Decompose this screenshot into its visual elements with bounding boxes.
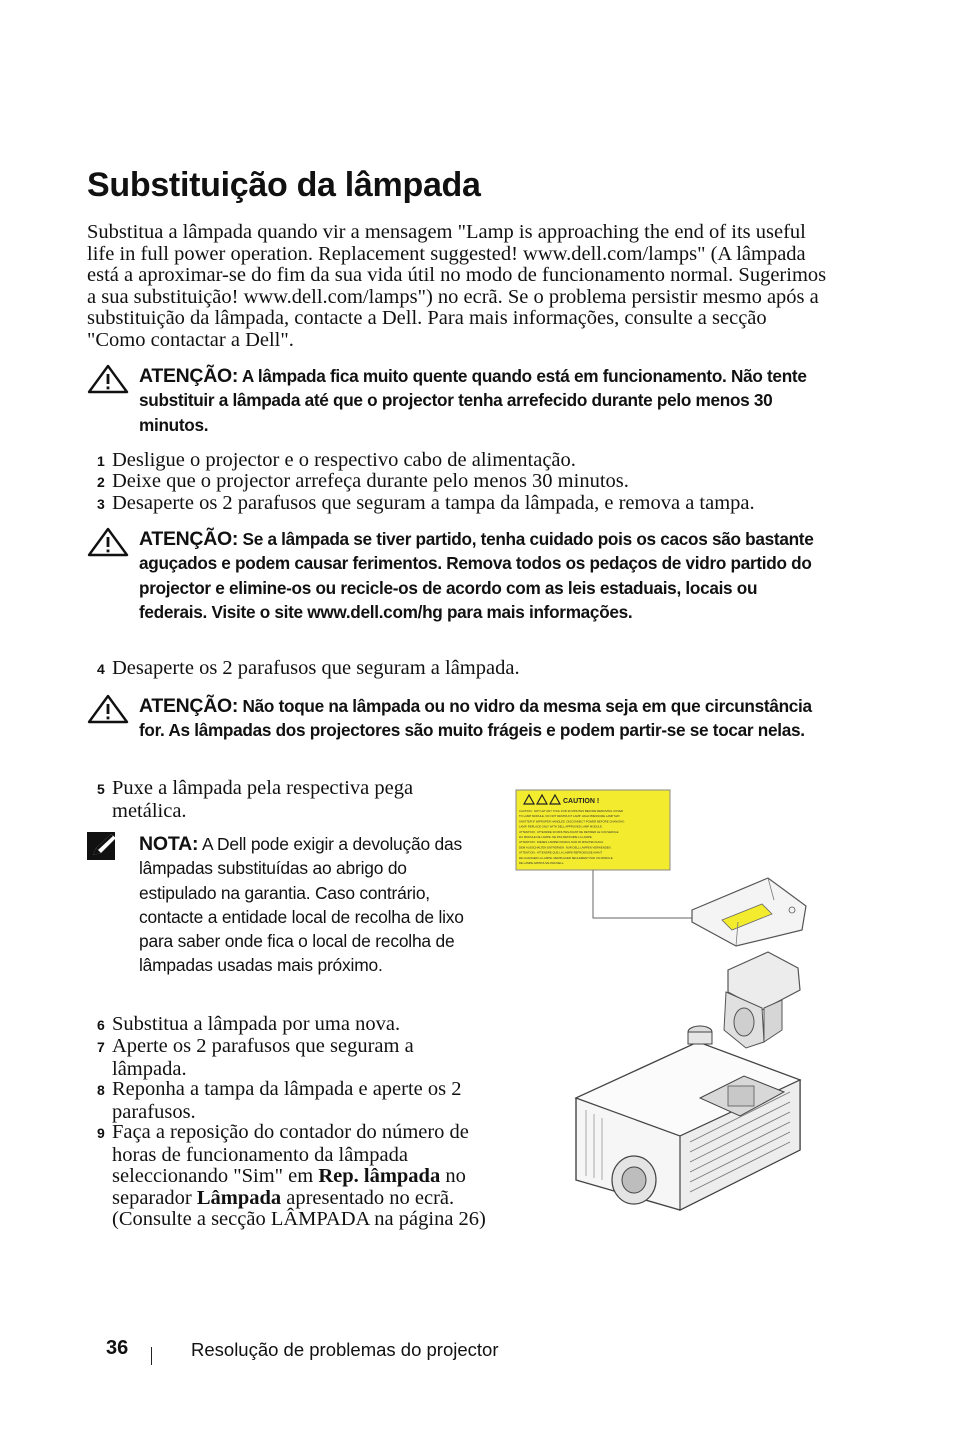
caution-3: [87, 694, 827, 743]
lamp-cover: [692, 878, 806, 946]
page-title: Substituição da lâmpada: [87, 166, 481, 204]
step-8: 8 Reponha a tampa da lâmpada e aperte os 2 parafusos.: [97, 1078, 462, 1123]
caution-sticker: [516, 790, 670, 870]
warning-icon: [87, 694, 129, 724]
sticker-text-line: SHATTER IF IMPROPER HANDLED. DISCONNECT POWER BEFORE CHANGING: [519, 819, 625, 824]
sticker-text-line: DE LAMPE APPROUVE PAR DELL.: [519, 861, 565, 865]
step-2: 2 Deixe que o projector arrefeça durante pelo menos 30 minutos.: [97, 470, 629, 492]
step-9: 9 Faça a reposição do contador do número de horas de funcionamento da lâmpada seleccionando "Sim" em Rep. lâmpada no separador Lâmpada apresentado no ecrã. (Consulte a secção LÂMPADA na página 26): [97, 1121, 486, 1231]
step-1: 1 Desligue o projector e o respectivo cabo de alimentação.: [97, 449, 576, 471]
sticker-text-line: TO LAMP MODULE. DO NOT DESTRUCT LAMP. HIGH PRESSURE LAMP MAY: [519, 814, 620, 819]
step-6: 6 Substitua a lâmpada por uma nova.: [97, 1013, 401, 1035]
sticker-text-line: ATTENTION : DIESES LAMPEN MODUL NUR 30 MINUTEN NACH: [519, 840, 604, 845]
sticker-text-line: DE CHANGER LA LAMPE. REMPLACER SEULEMENT PAR UN MODULE: [519, 855, 613, 860]
warning-icon: [87, 364, 129, 394]
caution-text: Não toque na lâmpada ou no vidro da mesma seja em que circunstância for. As lâmpadas dos projectores são muito frágeis e podem partir-se se tocar nelas.: [139, 696, 812, 741]
caution-label: ATENÇÃO:: [139, 528, 239, 550]
step-4: 4 Desaperte os 2 parafusos que seguram a lâmpada.: [97, 657, 520, 679]
note: [87, 832, 479, 978]
step-3: 3 Desaperte os 2 parafusos que seguram a tampa da lâmpada, e remova a tampa.: [97, 492, 755, 514]
lamp-replacement-illustration: [500, 780, 820, 1220]
step-7: 7 Aperte os 2 parafusos que seguram a lâmpada.: [97, 1035, 414, 1080]
warning-icon: [87, 527, 129, 557]
caution-label: ATENÇÃO:: [139, 365, 239, 387]
footer-divider: [151, 1347, 152, 1365]
projector: [576, 1026, 800, 1210]
page-number: 36: [106, 1337, 129, 1359]
intro-paragraph: Substitua a lâmpada quando vir a mensagem "Lamp is approaching the end of its useful life in full power operation. Replacement suggested! www.dell.com/lamps" (A lâmpada está a aproximar-se do fim da sua vida útil no modo de funcionamento normal. Sugerimos a sua substituição! www.dell.com/lamps") no ecrã. Se o problema persistir mesmo após a substituição da lâmpada, contacte a Dell. Para mais informações, consulte a secção "Como contactar a Dell".: [87, 221, 827, 351]
caution-text: Se a lâmpada se tiver partido, tenha cuidado pois os cacos são bastante aguçados e podem causar ferimentos. Remova todos os pedaços de vidro partido do projector e elimine-os ou recicle-os de acordo com as leis estaduais, locais ou federais. Visite o site www.dell.com/hg para mais informações.: [139, 529, 814, 622]
sticker-text-line: DEM AUSSCHALTEN ENTFERNEN. NUR DELL LAMPEN VERWENDEN.: [519, 845, 612, 850]
sticker-heading: CAUTION !: [563, 798, 600, 805]
caution-1: [87, 364, 827, 437]
caution-label: ATENÇÃO:: [139, 695, 239, 717]
note-label: NOTA:: [139, 833, 199, 855]
caution-2: [87, 527, 827, 624]
note-text: A Dell pode exigir a devolução das lâmpadas substituídas ao abrigo do estipulado na garantia. Caso contrário, contacte a entidade local de recolha de lixo para saber onde fica o local de recolha de lâmpadas usadas mais próximo.: [139, 834, 464, 976]
caution-text: A lâmpada fica muito quente quando está em funcionamento. Não tente substituir a lâmpada até que o projector tenha arrefecido durante pelo menos 30 minutos.: [139, 366, 807, 435]
sticker-text-line: ATTENTION : ATTENDRE QUE LA LAMPE REFROIDISSE AVANT: [519, 850, 603, 855]
step-5: 5 Puxe a lâmpada pela respectiva pega metálica.: [97, 777, 414, 822]
sticker-text-line: CAUTION : NOT LET ANY TOOL FOR 30 MINUTES BEFORE REMOVING COVER: [519, 809, 624, 813]
footer-section-title: Resolução de problemas do projector: [191, 1339, 499, 1360]
sticker-text-line: ATTENTION : ATTENDRE 30 MINUTES AVANT DE RETIRER LE COUVERCLE: [519, 829, 619, 834]
note-pencil-icon: [87, 832, 121, 862]
sticker-text-line: DU MODULE DE LAMPE. NE PAS DETRUIRE LA LAMPE.: [519, 835, 593, 839]
sticker-text-line: LAMP. REPLACE ONLY WITH DELL APPROVED LAMP MODULE.: [519, 824, 603, 829]
lamp-module: [724, 952, 800, 1048]
